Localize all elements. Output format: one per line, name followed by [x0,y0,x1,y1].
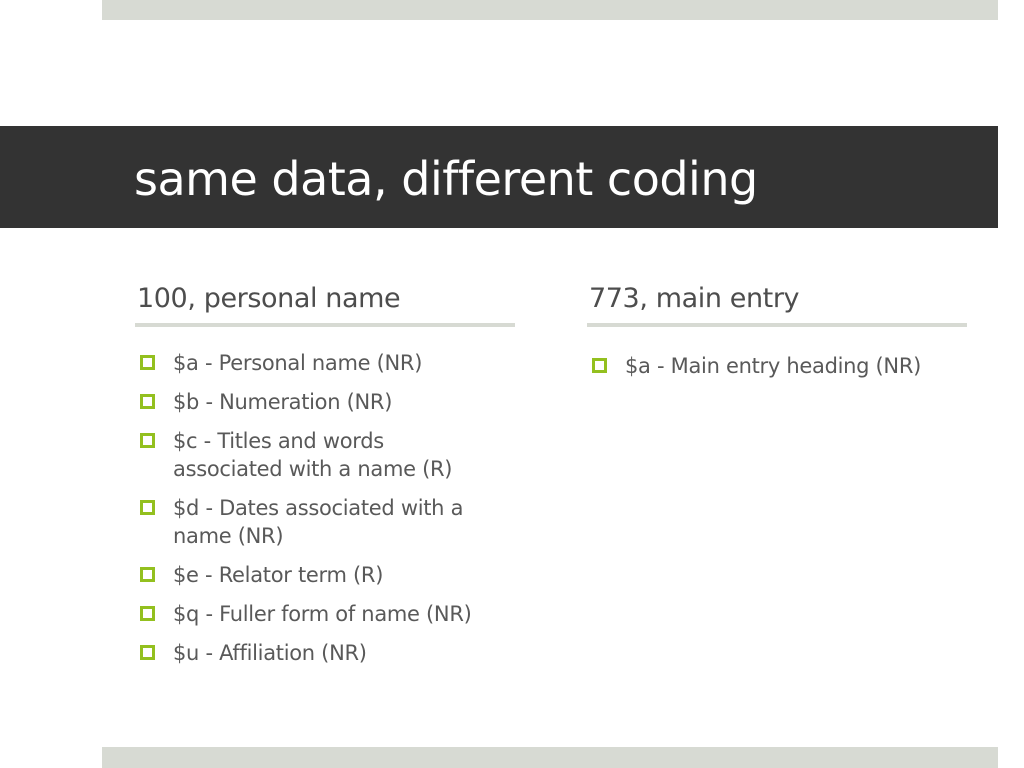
square-bullet-icon [592,358,607,373]
bullet-text: $u - Affiliation (NR) [173,641,367,665]
square-bullet-icon [140,606,155,621]
slide-title: same data, different coding [134,152,758,206]
right-column-heading: 773, main entry [589,283,800,314]
left-column-divider [135,323,515,327]
bullet-item [135,388,473,416]
square-bullet-icon [140,500,155,515]
square-bullet-icon [140,645,155,660]
bullet-item [135,494,473,550]
left-column [135,280,515,678]
top-decorative-band [102,0,998,20]
bullet-text: $d - Dates associated with a name (NR) [173,496,464,548]
bullet-item [135,427,473,483]
right-column-divider [587,323,967,327]
bullet-text: $a - Personal name (NR) [173,351,423,375]
bottom-decorative-band [102,747,998,768]
bullet-text: $a - Main entry heading (NR) [625,354,922,378]
bullet-item [135,561,473,589]
right-column [587,280,967,391]
left-column-heading: 100, personal name [137,283,401,314]
right-bullet-list [587,352,967,380]
bullet-item [135,639,473,667]
square-bullet-icon [140,355,155,370]
bullet-text: $b - Numeration (NR) [173,390,393,414]
bullet-item [135,349,473,377]
bullet-text: $q - Fuller form of name (NR) [173,602,472,626]
bullet-item [587,352,925,380]
bullet-text: $c - Titles and words associated with a name (R) [173,429,453,481]
left-bullet-list [135,349,515,667]
bullet-text: $e - Relator term (R) [173,563,384,587]
bullet-item [135,600,473,628]
square-bullet-icon [140,567,155,582]
square-bullet-icon [140,394,155,409]
square-bullet-icon [140,433,155,448]
